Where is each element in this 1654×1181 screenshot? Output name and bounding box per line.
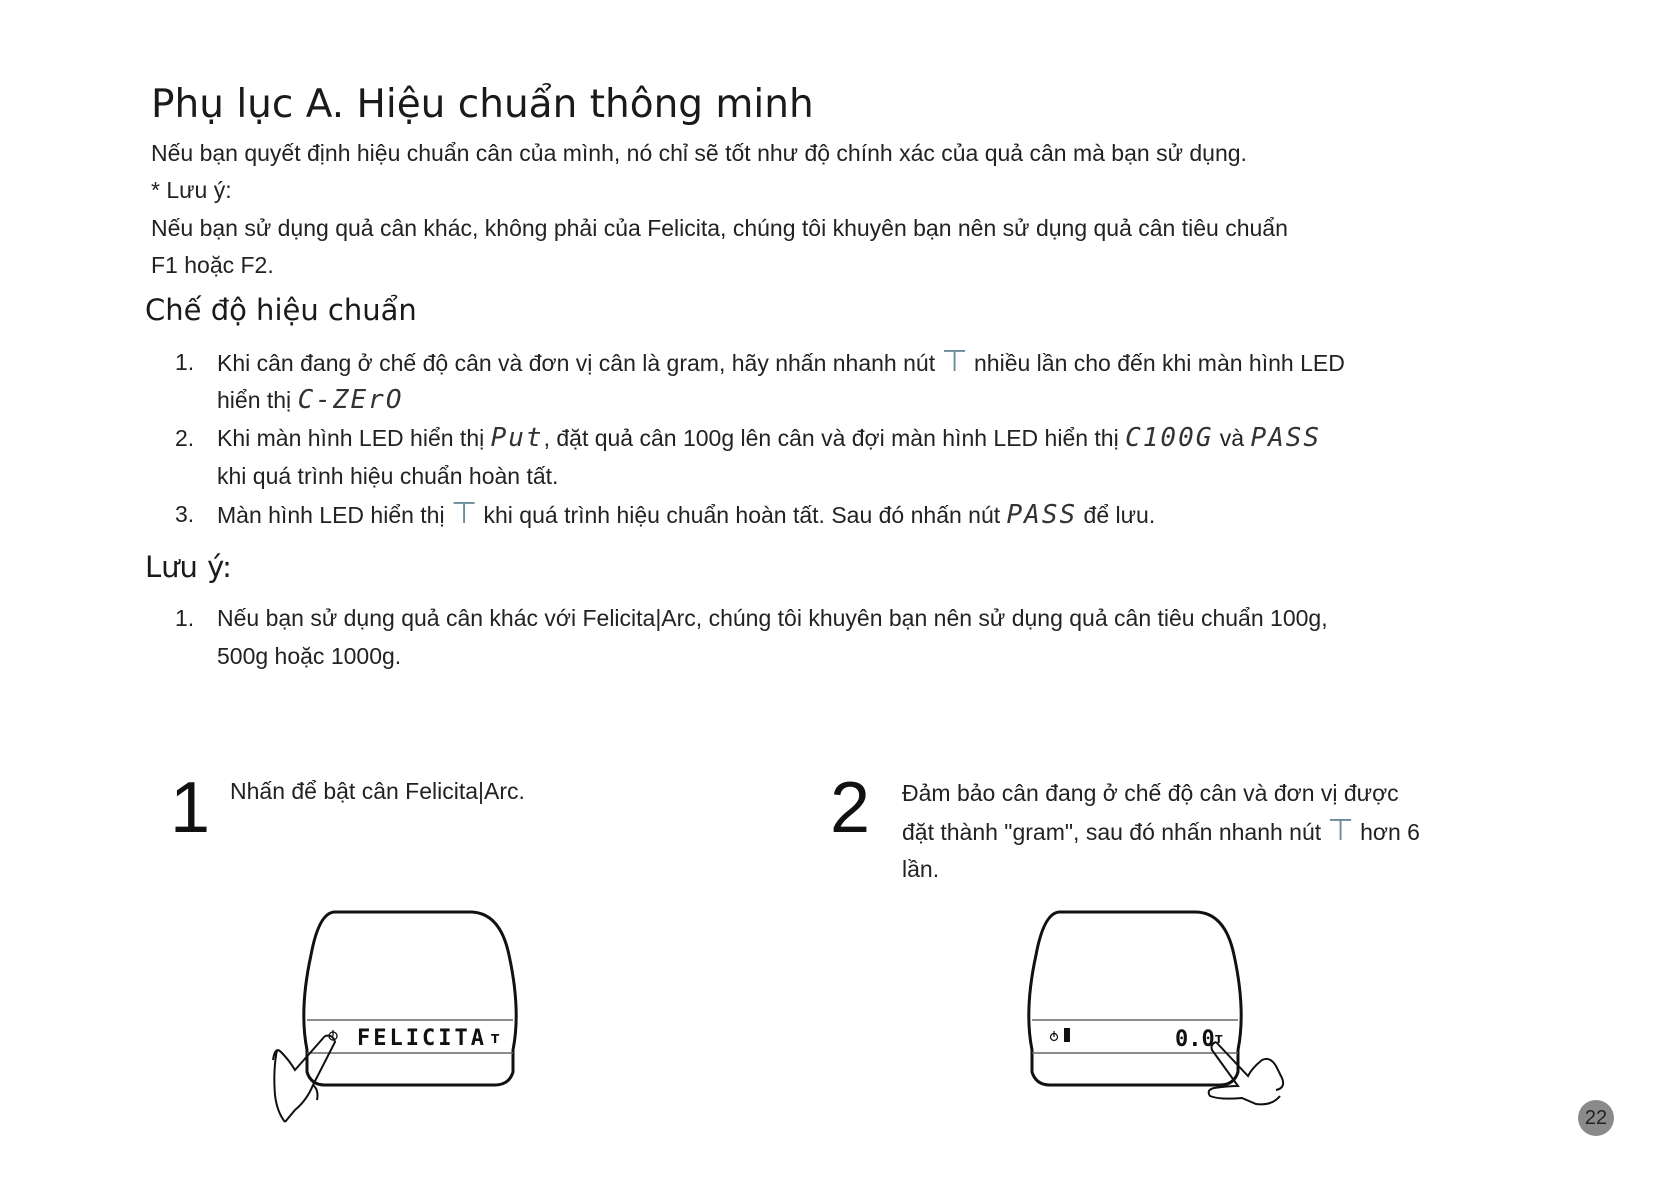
intro-note-label: * Lưu ý:: [151, 177, 232, 203]
intro-line-1: Nếu bạn quyết định hiệu chuẩn cân của mình, nó chỉ sẽ tốt như độ chính xác của quả cân mà bạn sử dụng.: [151, 140, 1247, 166]
note-item-line-1: Nếu bạn sử dụng quả cân khác với Felicita|Arc, chúng tôi khuyên bạn nên sử dụng quả cân tiêu chuẩn 100g,: [217, 605, 1328, 631]
figure-1-step-number: 1: [170, 768, 211, 848]
calibration-step-2-text: [217, 419, 1321, 457]
notes-heading: Lưu ý:: [145, 550, 232, 584]
calibration-step-2: [175, 419, 194, 457]
calibration-step-2-cont: khi quá trình hiệu chuẩn hoàn tất.: [217, 463, 559, 489]
step-text: Màn hình LED hiển thị: [217, 502, 445, 528]
step-text: nhiều lần cho đến khi màn hình LED: [974, 350, 1345, 376]
step-text: để lưu.: [1083, 502, 1156, 528]
figure-2-line-3: lần.: [902, 856, 940, 882]
calibration-step-3: [175, 495, 194, 533]
tare-icon: T: [1215, 1033, 1223, 1046]
figure-2-text: đặt thành "gram", sau đó nhấn nhanh nút: [902, 819, 1322, 845]
intro-line-2: Nếu bạn sử dụng quả cân khác, không phải của Felicita, chúng tôi khuyên bạn nên sử dụng quả cân tiêu chuẩn: [151, 215, 1288, 241]
step-number: 2.: [175, 425, 195, 451]
lcd-pass: PASS: [1250, 423, 1322, 453]
tare-icon: ⊤: [1327, 813, 1354, 848]
figure-2-line-1: Đảm bảo cân đang ở chế độ cân và đơn vị được: [902, 780, 1399, 806]
step-text: hiển thị: [217, 387, 292, 413]
page-number: 22: [1578, 1100, 1614, 1136]
calibration-heading: Chế độ hiệu chuẩn: [145, 293, 417, 327]
step-text: , đặt quả cân 100g lên cân và đợi màn hình LED hiển thị: [543, 425, 1119, 451]
display-text: 0.0: [1175, 1027, 1215, 1052]
step-text: Khi cân đang ở chế độ cân và đơn vị cân là gram, hãy nhấn nhanh nút: [217, 350, 936, 376]
scale-illustration-2: [980, 900, 1310, 1110]
scale-illustration-1: [255, 900, 535, 1125]
lcd-c100g: C100G: [1125, 423, 1214, 453]
step-number: 1.: [175, 349, 195, 375]
figure-2-step-number: 2: [830, 768, 871, 848]
figure-1-text: Nhấn để bật cân Felicita|Arc.: [230, 778, 525, 804]
calibration-step-1-cont: [217, 381, 403, 419]
lcd-pass: PASS: [1006, 500, 1078, 530]
step-number: 3.: [175, 501, 195, 527]
figure-2-text: hơn 6: [1360, 819, 1420, 845]
note-item-number: 1.: [175, 605, 195, 631]
lcd-put: Put: [490, 423, 544, 453]
intro-line-3: F1 hoặc F2.: [151, 252, 274, 278]
page-title: Phụ lục A. Hiệu chuẩn thông minh: [151, 82, 814, 127]
tare-icon: ⊤: [941, 344, 968, 379]
calibration-step-3-text: [217, 495, 1155, 534]
figure-2-line-2: [902, 812, 1420, 851]
step-text: Khi màn hình LED hiển thị: [217, 425, 485, 451]
calibration-step-1-text: [217, 343, 1345, 382]
tare-icon: T: [491, 1032, 500, 1046]
lcd-czero: C-ZErO: [297, 385, 404, 415]
step-text: khi quá trình hiệu chuẩn hoàn tất. Sau đó nhấn nút: [483, 502, 1001, 528]
calibration-step-1: [175, 343, 194, 381]
battery-icon: [1064, 1028, 1070, 1042]
display-text: FELICITA: [357, 1026, 487, 1051]
step-text: và: [1219, 425, 1245, 451]
note-item-line-2: 500g hoặc 1000g.: [217, 643, 402, 669]
tare-icon: ⊤: [450, 496, 478, 531]
